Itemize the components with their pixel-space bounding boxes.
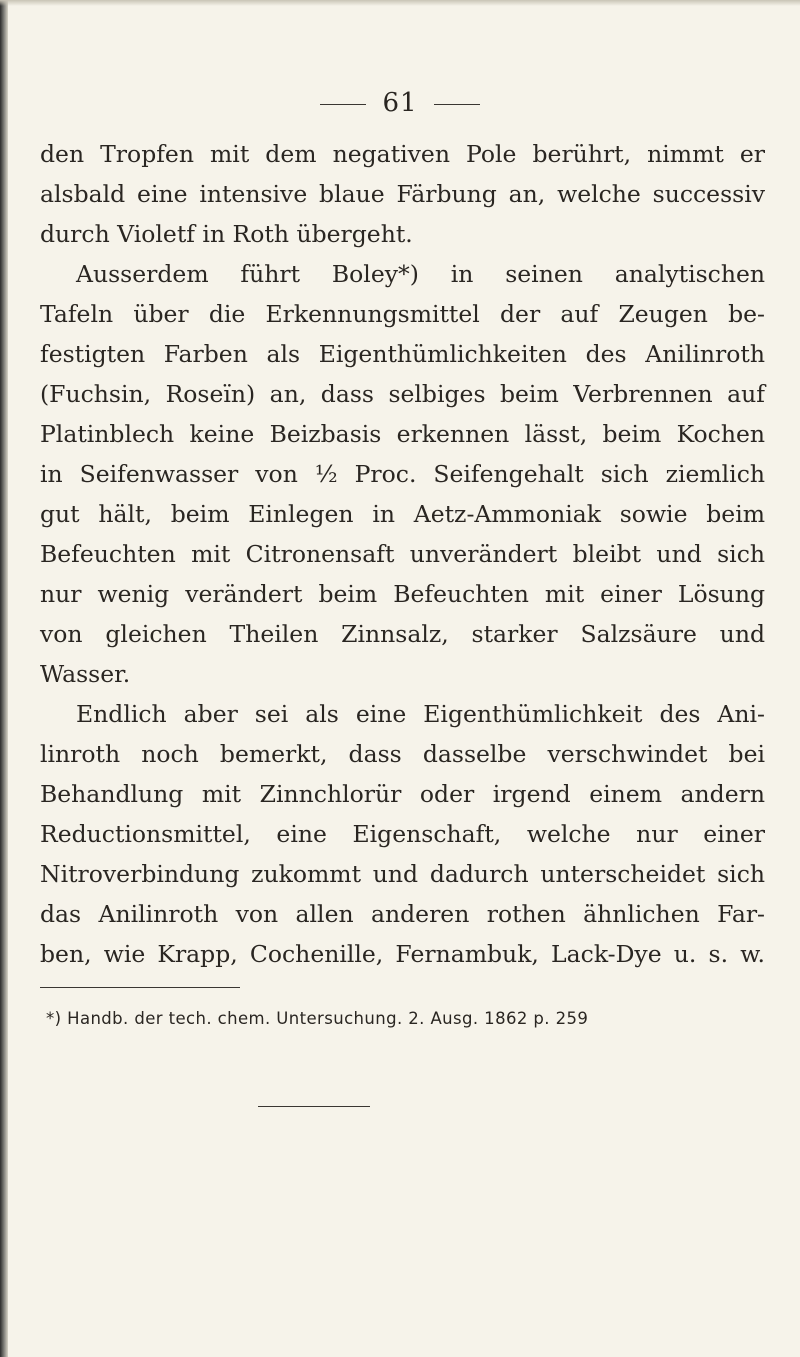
footnote: *) Handb. der tech. chem. Untersuchung. 2. Ausg. 1862 p. 259 xyxy=(46,1009,589,1028)
footnote-divider xyxy=(40,987,240,988)
text-line: Befeuchten mit Citronensaft unverändert bleibt und sich xyxy=(40,540,765,568)
text-line: Reductionsmittel, eine Eigenschaft, welche nur einer xyxy=(40,820,765,848)
text-line: Endlich aber sei als eine Eigenthümlichkeit des Ani- xyxy=(76,700,765,728)
text-line: Wasser. xyxy=(40,660,131,688)
text-line: von gleichen Theilen Zinnsalz, starker Salzsäure und xyxy=(40,620,765,648)
text-line: festigten Farben als Eigenthümlichkeiten des Anilinroth xyxy=(40,340,765,368)
body-text xyxy=(40,134,765,974)
text-line: gut hält, beim Einlegen in Aetz-Ammoniak sowie beim xyxy=(40,500,765,528)
page-number-dash-right xyxy=(434,104,480,105)
text-line: den Tropfen mit dem negativen Pole berührt, nimmt er xyxy=(40,140,765,168)
text-line: Platinblech keine Beizbasis erkennen lässt, beim Kochen xyxy=(40,420,765,448)
scan-edge xyxy=(0,0,8,1357)
scan-shadow xyxy=(0,0,800,6)
text-line: Tafeln über die Erkennungsmittel der auf Zeugen be- xyxy=(40,300,765,328)
text-line: das Anilinroth von allen anderen rothen ähnlichen Far- xyxy=(40,900,765,928)
text-line: alsbald eine intensive blaue Färbung an, welche successiv xyxy=(40,180,765,208)
text-line: nur wenig verändert beim Befeuchten mit einer Lösung xyxy=(40,580,765,608)
page-number-dash-left xyxy=(320,104,366,105)
text-line: ben, wie Krapp, Cochenille, Fernambuk, Lack-Dye u. s. w. xyxy=(40,940,765,968)
page-number-value: 61 xyxy=(382,88,418,118)
text-line: (Fuchsin, Roseïn) an, dass selbiges beim Verbrennen auf xyxy=(40,380,765,408)
text-line: Ausserdem führt Boley*) in seinen analytischen xyxy=(76,260,765,288)
text-line: Nitroverbindung zukommt und dadurch unterscheidet sich xyxy=(40,860,765,888)
text-line: linroth noch bemerkt, dass dasselbe verschwindet bei xyxy=(40,740,765,768)
end-rule xyxy=(258,1106,370,1107)
text-line: in Seifenwasser von ½ Proc. Seifengehalt sich ziemlich xyxy=(40,460,765,488)
text-line: durch Violetf in Roth übergeht. xyxy=(40,220,413,248)
text-line: Behandlung mit Zinnchlorür oder irgend einem andern xyxy=(40,780,765,808)
page-number xyxy=(0,88,800,118)
